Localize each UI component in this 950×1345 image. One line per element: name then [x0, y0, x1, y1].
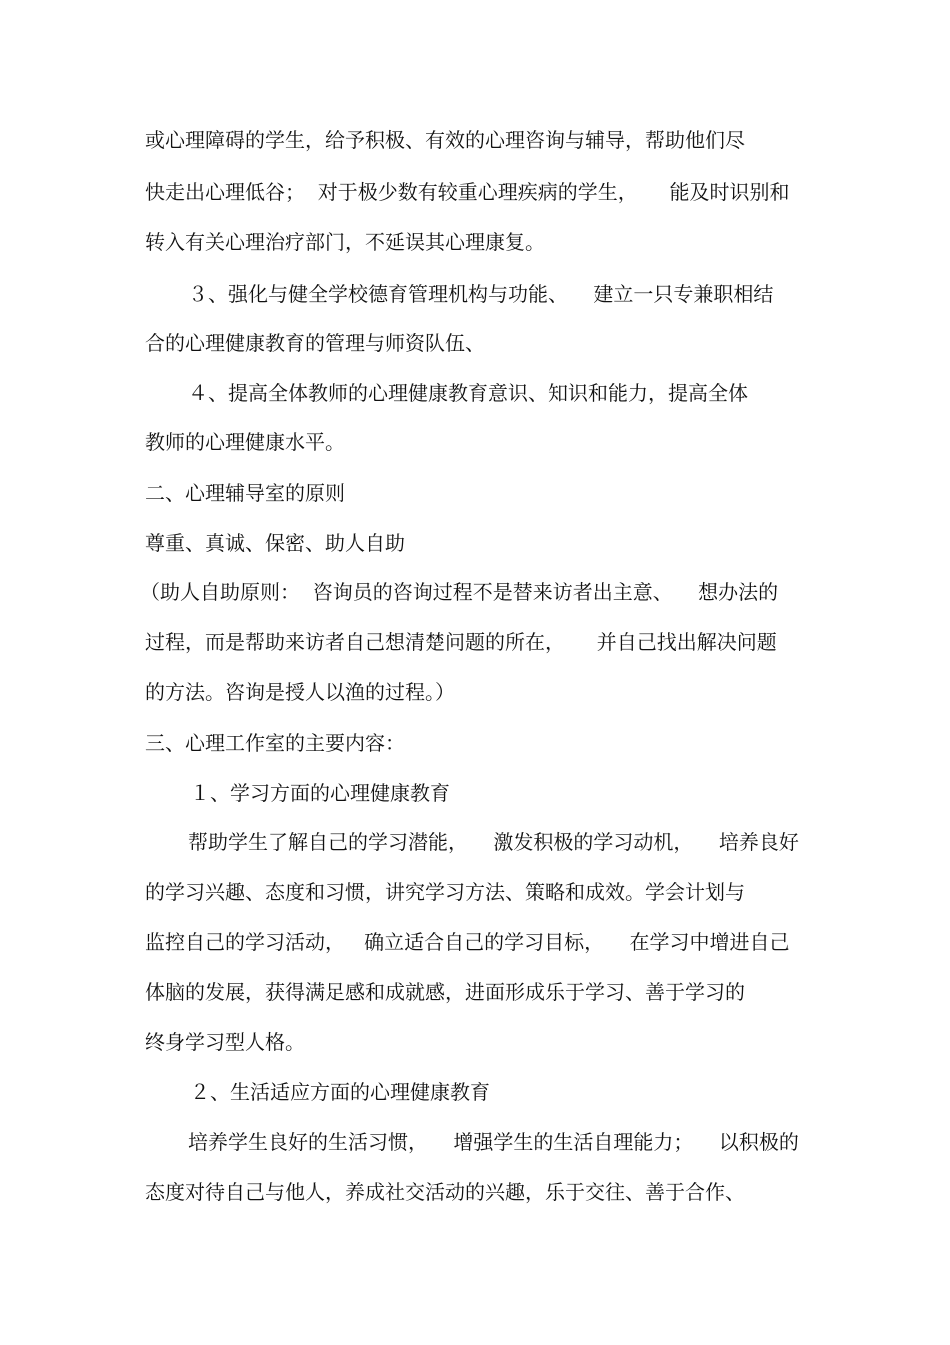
text-line: 合的心理健康教育的管理与师资队伍、: [145, 331, 485, 355]
text-line: 过程，而是帮助来访者自己想清楚问题的所在， 并自己找出解决问题: [145, 630, 777, 654]
text-line: 尊重、真诚、保密、助人自助: [145, 531, 405, 555]
numbered-item: ３、强化与健全学校德育管理机构与功能、 建立一只专兼职相结: [188, 282, 774, 306]
text-line: 或心理障碍的学生，给予积极、有效的心理咨询与辅导，帮助他们尽: [145, 128, 745, 152]
text-line: 快走出心理低谷； 对于极少数有较重心理疾病的学生， 能及时识别和: [145, 180, 790, 204]
text-line: 的方法。咨询是授人以渔的过程。）: [145, 680, 455, 704]
text-line: 监控自己的学习活动， 确立适合自己的学习目标， 在学习中增进自己: [145, 930, 790, 954]
text-line: 终身学习型人格。: [145, 1030, 305, 1054]
paragraph-first-line: 培养学生良好的生活习惯， 增强学生的生活自理能力； 以积极的: [188, 1130, 799, 1154]
text-line: 态度对待自己与他人，养成社交活动的兴趣，乐于交往、善于合作、: [145, 1180, 745, 1204]
section-heading: 三、心理工作室的主要内容：: [145, 731, 405, 755]
text-line: 转入有关心理治疗部门，不延误其心理康复。: [145, 230, 545, 254]
text-line: （助人自助原则： 咨询员的咨询过程不是替来访者出主意、 想办法的: [140, 580, 779, 604]
text-line: 体脑的发展，获得满足感和成就感，进面形成乐于学习、善于学习的: [145, 980, 745, 1004]
paragraph-first-line: 帮助学生了解自己的学习潜能， 激发积极的学习动机， 培养良好: [188, 830, 799, 854]
numbered-item: １、学习方面的心理健康教育: [190, 781, 450, 805]
section-heading: 二、心理辅导室的原则: [145, 481, 345, 505]
text-line: 的学习兴趣、态度和习惯，讲究学习方法、策略和成效。学会计划与: [145, 880, 745, 904]
numbered-item: ４、提高全体教师的心理健康教育意识、知识和能力，提高全体: [188, 381, 748, 405]
numbered-item: ２、生活适应方面的心理健康教育: [190, 1080, 490, 1104]
text-line: 教师的心理健康水平。: [145, 430, 345, 454]
